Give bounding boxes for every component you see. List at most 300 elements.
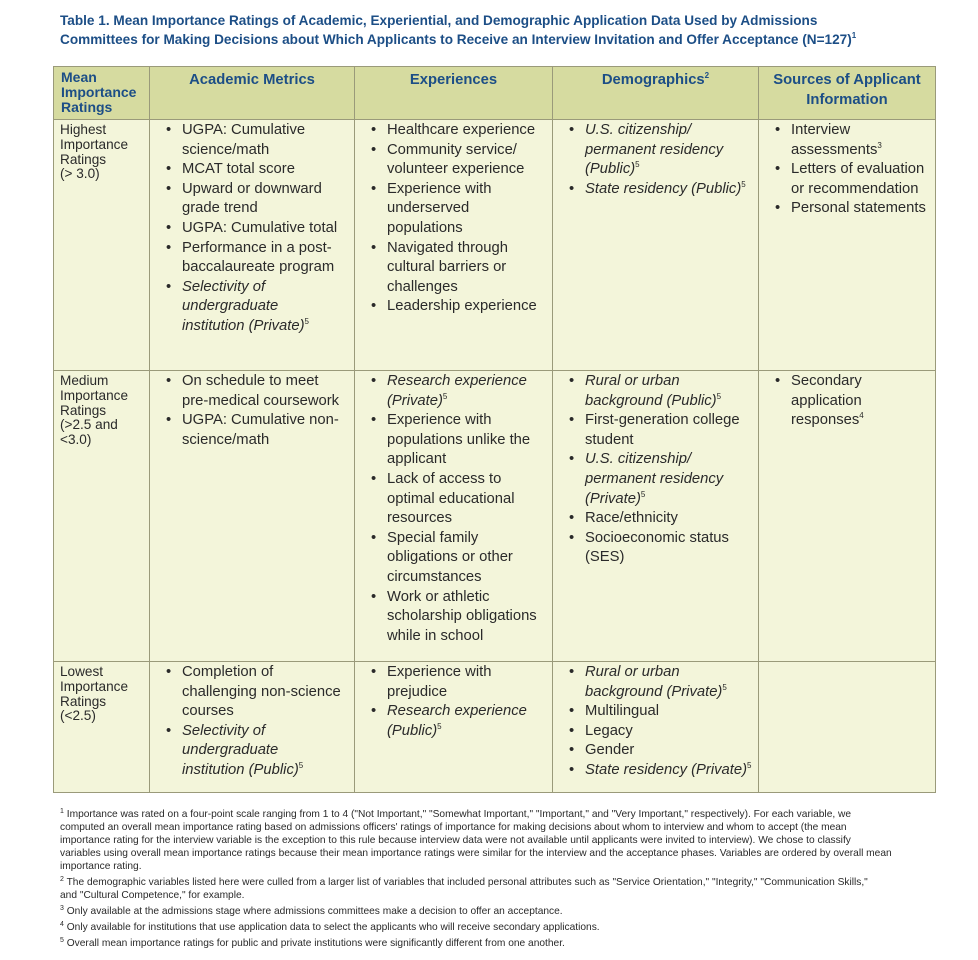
list-item-line-text: while in school [387,627,484,644]
footnote-5 [60,937,940,950]
cell-medium-sources [759,371,936,662]
list-item-line-text: science/math [182,141,270,158]
list-item-line-text: State residency (Public) [585,180,742,197]
list-item [164,663,348,722]
list-item-text [585,372,752,411]
bullet-list [553,371,758,568]
list-item-line [585,141,752,161]
list-item [567,761,752,781]
list-item-text [585,509,752,529]
list-item-line [182,278,348,298]
row-label-line: (>2.5 and [60,417,118,433]
row-label-line: Importance [60,387,129,403]
list-item-line-text: assessments [791,141,878,158]
list-item-line [585,490,752,510]
list-item-line-text: (SES) [585,549,625,566]
list-item-text [182,180,348,219]
list-item [369,663,546,702]
list-item-line-text: challenging non-science [182,683,341,700]
list-item [369,121,546,141]
cell-highest-sources [759,120,936,371]
header-demographics-ref: 2 [704,71,710,80]
bullet-list [355,120,552,317]
list-item [369,372,546,411]
list-item-line-text: U.S. citizenship/ [585,451,692,468]
list-item-text [182,239,348,278]
list-item-line [182,663,348,683]
list-item-text [387,411,546,470]
row-label-highest [54,120,150,371]
table-row-medium [54,371,936,662]
list-item-text [585,663,752,702]
list-item-line-text: U.S. citizenship/ [585,122,692,138]
cell-lowest-experiences [355,662,553,793]
list-item-text [387,239,546,298]
list-item-line-text: grade trend [182,200,258,217]
list-item-line [387,392,546,412]
list-item-line [182,121,348,141]
list-item-line [387,490,546,510]
list-item-line-text: Leadership experience [387,298,537,315]
list-item-text [182,121,348,160]
list-item-line [585,180,752,200]
header-col4-line-2: Information [806,92,888,108]
list-item-text [387,141,546,180]
cell-highest-experiences [355,120,553,371]
list-item-line [387,219,546,239]
list-item-line [182,702,348,722]
header-col0-line-3: Ratings [61,99,113,115]
list-item-line-text: Rural or urban [585,664,680,680]
list-item-line [387,297,546,317]
list-item-text [182,663,348,722]
footnote-marker: 3 [60,905,64,912]
list-item-line-text: Letters of evaluation [791,161,925,178]
list-item-line-text: Work or athletic [387,588,490,605]
list-item-line-text: underserved [387,200,470,217]
cell-medium-experiences [355,371,553,662]
footnote-line-text: The demographic variables listed here were culled from a larger list of variables that included personal attributes such as "Service Orientation," "Integrity," "Communication Skills," [66,877,868,888]
row-label-line: Importance [60,678,129,694]
list-item-line-text: Experience with [387,180,492,197]
list-item-line [387,529,546,549]
list-item [773,121,929,160]
list-item-line [791,160,929,180]
list-item-line-text: application [791,392,862,409]
list-item-text [585,180,752,200]
footnote-ref: 4 [859,411,864,421]
list-item-line [182,258,348,278]
list-item-line-text: State residency (Private) [585,761,748,778]
list-item-line [387,141,546,161]
header-demographics-label: Demographics [601,72,705,88]
header-col4-line-1: Sources of Applicant [773,72,921,88]
footnote-line [60,905,940,918]
list-item-line [182,297,348,317]
list-item-line [791,141,929,161]
footnote-line-text: and "Cultural Competence," for example. [60,890,245,901]
cell-lowest-academic [150,662,355,793]
list-item-line-text: science/math [182,431,270,448]
list-item-line [387,588,546,608]
list-item-line-text: Performance in a post- [182,239,332,256]
list-item-line [387,627,546,647]
list-item [164,160,348,180]
list-item-line-text: First-generation college [585,412,740,429]
title-line-2-text: Committees for Making Decisions about Which Applicants to Receive an Interview Invitation and Offer Acceptance (N=127) [60,32,852,47]
list-item-text [585,722,752,742]
list-item-line [182,317,348,337]
bullet-list [553,662,758,781]
list-item-text [387,121,546,141]
list-item-text [182,722,348,781]
list-item-line-text: volunteer experience [387,161,525,178]
list-item-line-text: background (Private) [585,683,723,700]
list-item-line [585,160,752,180]
list-item [369,529,546,588]
list-item-text [387,180,546,239]
list-item-line [182,372,348,392]
footnote-line [60,808,940,821]
list-item-line-text: (Public) [585,161,636,178]
footnote-4 [60,921,940,934]
list-item-line-text: populations [387,219,463,236]
list-item-line [585,761,752,781]
list-item-line [585,431,752,451]
row-label-line: (> 3.0) [60,166,100,182]
list-item-line-text: MCAT total score [182,161,295,178]
list-item [567,722,752,742]
footnote-ref: 5 [722,682,727,692]
list-item-line [182,722,348,742]
list-item-line [585,548,752,568]
cell-highest-demographics [553,120,759,371]
list-item-line-text: undergraduate [182,742,279,759]
list-item [164,239,348,278]
list-item-line-text: Research experience [387,373,527,389]
list-item-line-text: background (Public) [585,392,717,409]
list-item-line [387,258,546,278]
list-item-line [387,568,546,588]
footnote-ref: 5 [635,160,640,170]
list-item-line [585,683,752,703]
list-item [567,411,752,450]
footnote-line [60,921,940,934]
list-item-line-text: Experience with [387,412,492,429]
footnote-line-text: importance rating for the interview variable is the exception to this rule because interview data were not available until applicants were invited to interview). We chose to classify [60,835,851,846]
list-item-line [585,411,752,431]
list-item-line-text: Experience with [387,664,492,680]
list-item-line-text: challenges [387,278,458,295]
list-item-line [585,663,752,683]
list-item-line-text: Navigated through [387,239,508,256]
list-item-line [387,450,546,470]
list-item-text [387,588,546,647]
list-item-line [791,180,929,200]
list-item-line-text: Selectivity of [182,722,266,739]
row-label-line: <3.0) [60,432,92,448]
list-item-line-text: undergraduate [182,298,279,315]
list-item [369,141,546,180]
list-item-text [182,219,348,239]
list-item-line [791,411,929,431]
list-item-line-text: populations unlike the [387,431,531,448]
list-item-line-text: Research experience [387,703,527,720]
list-item-line [387,548,546,568]
list-item [164,180,348,219]
list-item-line-text: Lack of access to [387,470,502,487]
list-item-text [585,529,752,568]
list-item-line-text: UGPA: Cumulative total [182,219,338,236]
footnote-ref: 5 [747,760,752,770]
list-item [369,702,546,741]
list-item [567,529,752,568]
list-item-line [791,199,929,219]
list-item-line [387,180,546,200]
list-item [773,199,929,219]
list-item [567,663,752,702]
list-item-text [585,450,752,509]
footnote-line-text: Overall mean importance ratings for public and private institutions were significantly different from one another. [66,938,565,949]
list-item-line-text: Healthcare experience [387,122,536,138]
list-item-line-text: Legacy [585,722,633,739]
list-item-line-text: On schedule to meet [182,373,319,389]
list-item-line-text: Community service/ [387,141,517,158]
footnote-line-text: Only available at the admissions stage where admissions committees make a decision to offer an acceptance. [66,906,563,917]
list-item [164,372,348,411]
list-item-line-text: student [585,431,634,448]
list-item-line-text: permanent residency [585,141,724,158]
list-item-text [182,372,348,411]
list-item-line [387,663,546,683]
list-item-line [182,141,348,161]
footnote-line [60,834,940,847]
list-item-line [182,180,348,200]
list-item [567,509,752,529]
row-label-line: Medium [60,373,109,388]
list-item-line [182,392,348,412]
list-item-line-text: or recommendation [791,180,919,197]
list-item-line [387,702,546,722]
list-item-text [387,702,546,741]
list-item-line [387,372,546,392]
header-col0-line-2: Importance [61,84,137,100]
list-item-line [585,392,752,412]
importance-ratings-table [53,66,936,793]
footnote-ref: 5 [442,391,448,401]
footnote-ref: 5 [741,179,746,189]
bullet-list [150,120,354,337]
row-label-line: Ratings [60,693,107,709]
list-item-text [182,160,348,180]
row-label-line: (<2.5) [60,708,96,724]
row-label-line: Highest [60,122,107,137]
footnote-line [60,860,940,873]
row-label-line: Ratings [60,402,107,418]
header-demographics [553,67,759,120]
list-item-line [585,741,752,761]
list-item-line-text: resources [387,510,452,527]
list-item-text [791,160,929,199]
row-label-line: Ratings [60,151,107,167]
list-item-line-text: Completion of [182,664,274,680]
list-item-text [585,741,752,761]
list-item-text [387,663,546,702]
list-item-line [791,121,929,141]
footnote-ref: 5 [304,316,309,326]
cell-medium-demographics [553,371,759,662]
footnote-ref: 5 [298,760,304,770]
list-item [369,588,546,647]
row-label-medium [54,371,150,662]
list-item-line-text: Upward or downward [182,180,322,197]
list-item-line [182,431,348,451]
list-item-line-text: institution (Private) [182,317,305,334]
footnote-line-text: Only available for institutions that use application data to select the applicants who will receive secondary applications. [66,922,600,933]
bullet-list [759,120,935,219]
list-item-line-text: Special family [387,529,479,546]
row-label-lowest [54,662,150,793]
list-item-line [182,761,348,781]
list-item-line-text: permanent residency [585,470,724,487]
header-row [54,67,936,120]
list-item-line-text: cultural barriers or [387,259,507,276]
footnote-marker: 4 [60,921,64,928]
list-item-line [182,411,348,431]
list-item [567,121,752,180]
footnote-ref: 5 [640,489,646,499]
list-item-line-text: baccalaureate program [182,259,335,276]
cell-highest-academic [150,120,355,371]
footnote-line-text: importance rating. [60,861,142,872]
list-item-line-text: Rural or urban [585,373,680,389]
list-item-line [585,529,752,549]
list-item-text [387,529,546,588]
list-item-line-text: Selectivity of [182,278,266,295]
list-item-line-text: Socioeconomic status [585,529,729,546]
list-item [164,219,348,239]
title-footnote-ref: 1 [851,31,857,40]
row-label-line: Lowest [60,664,104,679]
footnote-2 [60,876,940,902]
list-item-line-text: responses [791,412,860,429]
list-item-text [791,121,929,160]
footnote-line [60,821,940,834]
footnote-line-text: variables using overall mean importance ratings because their mean importance ratings were similar for the interview and the acceptance phases. Variables are ordered by overall mean [60,848,892,859]
list-item [567,372,752,411]
list-item-line [387,278,546,298]
list-item-line-text: institution (Public) [182,761,299,778]
footnote-line-text: computed an overall mean importance rating based on admissions officers' ratings of importance for making decisions about whom to interview and whom to accept (the mean [60,822,847,833]
list-item-line-text: obligations or other [387,549,513,566]
table-title [60,11,960,49]
list-item [369,297,546,317]
bullet-list [355,371,552,646]
list-item-text [791,199,929,219]
list-item-line [585,372,752,392]
header-col0-line-1: Mean [61,69,97,85]
list-item-line [387,431,546,451]
list-item-line-text: (Private) [387,392,443,409]
list-item-line-text: prejudice [387,683,448,700]
footnote-line [60,889,940,902]
list-item-line [182,683,348,703]
list-item-line [585,470,752,490]
footnote-3 [60,905,940,918]
list-item [164,722,348,781]
cell-lowest-demographics [553,662,759,793]
title-line-1: Table 1. Mean Importance Ratings of Academic, Experiential, and Demographic Application Data Used by Admissions [60,13,818,28]
list-item-line [182,741,348,761]
footnote-marker: 5 [60,937,64,944]
bullet-list [355,662,552,741]
row-label-text [54,120,149,182]
list-item-line-text: optimal educational [387,490,515,507]
cell-medium-academic [150,371,355,662]
list-item-line [585,121,752,141]
table-body [54,120,936,793]
row-label-text [54,371,149,448]
cell-lowest-sources [759,662,936,793]
footnote-marker: 1 [60,808,64,815]
list-item-line-text: (Private) [585,490,641,507]
list-item-line-text: Gender [585,742,635,759]
list-item-line-text: courses [182,703,234,720]
bullet-list [150,371,354,450]
list-item-line-text: Multilingual [585,703,660,720]
list-item-line [387,199,546,219]
header-academic-metrics: Academic Metrics [150,67,355,120]
footnote-line [60,937,940,950]
list-item [567,450,752,509]
list-item-line [585,450,752,470]
bullet-list [759,662,935,663]
list-item-line-text: Personal statements [791,200,926,217]
bullet-list [759,371,935,431]
list-item-text [585,761,752,781]
header-experiences: Experiences [355,67,553,120]
list-item-text [585,702,752,722]
list-item-line [182,160,348,180]
row-label-line: Importance [60,136,129,152]
list-item-line-text: UGPA: Cumulative [182,122,306,138]
list-item-line-text: (Public) [387,722,438,739]
list-item [164,121,348,160]
list-item-line-text: applicant [387,451,447,468]
list-item-line [387,239,546,259]
table-row-highest [54,120,936,371]
footnote-ref: 5 [437,721,442,731]
list-item-text [182,411,348,450]
list-item-line [387,509,546,529]
list-item-text [791,372,929,431]
list-item-text [585,411,752,450]
list-item-line-text: scholarship obligations [387,608,537,625]
list-item-line [182,199,348,219]
list-item-text [387,372,546,411]
list-item-text [387,297,546,317]
list-item-line [387,160,546,180]
list-item-line [585,509,752,529]
bullet-list [150,662,354,781]
list-item [164,411,348,450]
header-sources-of-applicant-information [759,67,936,120]
list-item [164,278,348,337]
footnote-ref: 3 [877,140,882,150]
list-item-line [387,722,546,742]
list-item [567,702,752,722]
bullet-list [553,120,758,199]
